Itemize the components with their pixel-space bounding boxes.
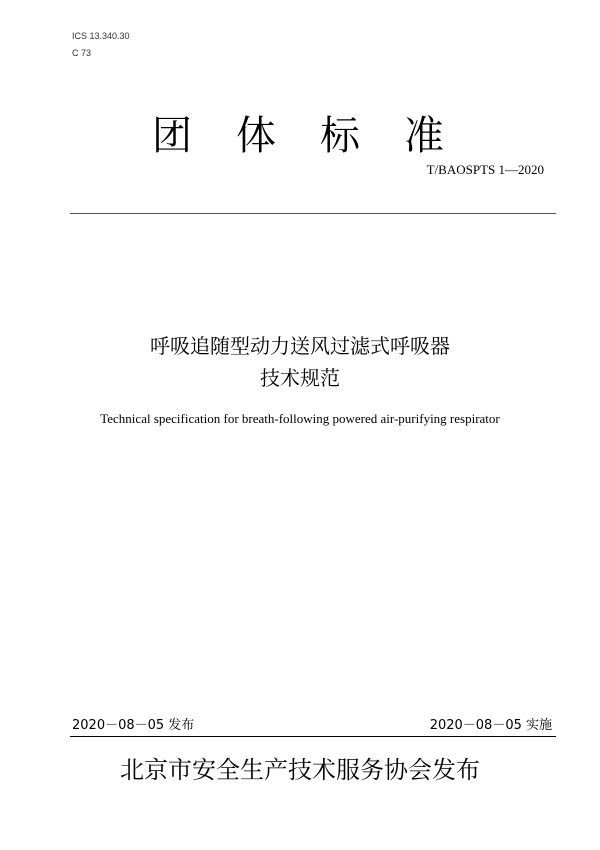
- header-divider: [70, 213, 556, 214]
- ics-code: ICS 13.340.30: [72, 31, 130, 41]
- publisher: 北京市安全生产技术服务协会发布: [120, 756, 480, 784]
- ccs-code: C 73: [72, 48, 92, 58]
- title-chinese-line1: 呼吸追随型动力送风过滤式呼吸器: [150, 334, 450, 358]
- footer-divider: [70, 736, 556, 737]
- document-type-title: 团体标准: [152, 113, 488, 159]
- title-english: Technical specification for breath-following powered air-purifying respirator: [100, 411, 500, 426]
- publish-date: 2020－08－05 发布: [72, 718, 195, 733]
- standard-code: T/BAOSPTS 1—2020: [426, 162, 544, 177]
- implement-date: 2020－08－05 实施: [429, 718, 552, 733]
- title-chinese-line2: 技术规范: [260, 366, 340, 390]
